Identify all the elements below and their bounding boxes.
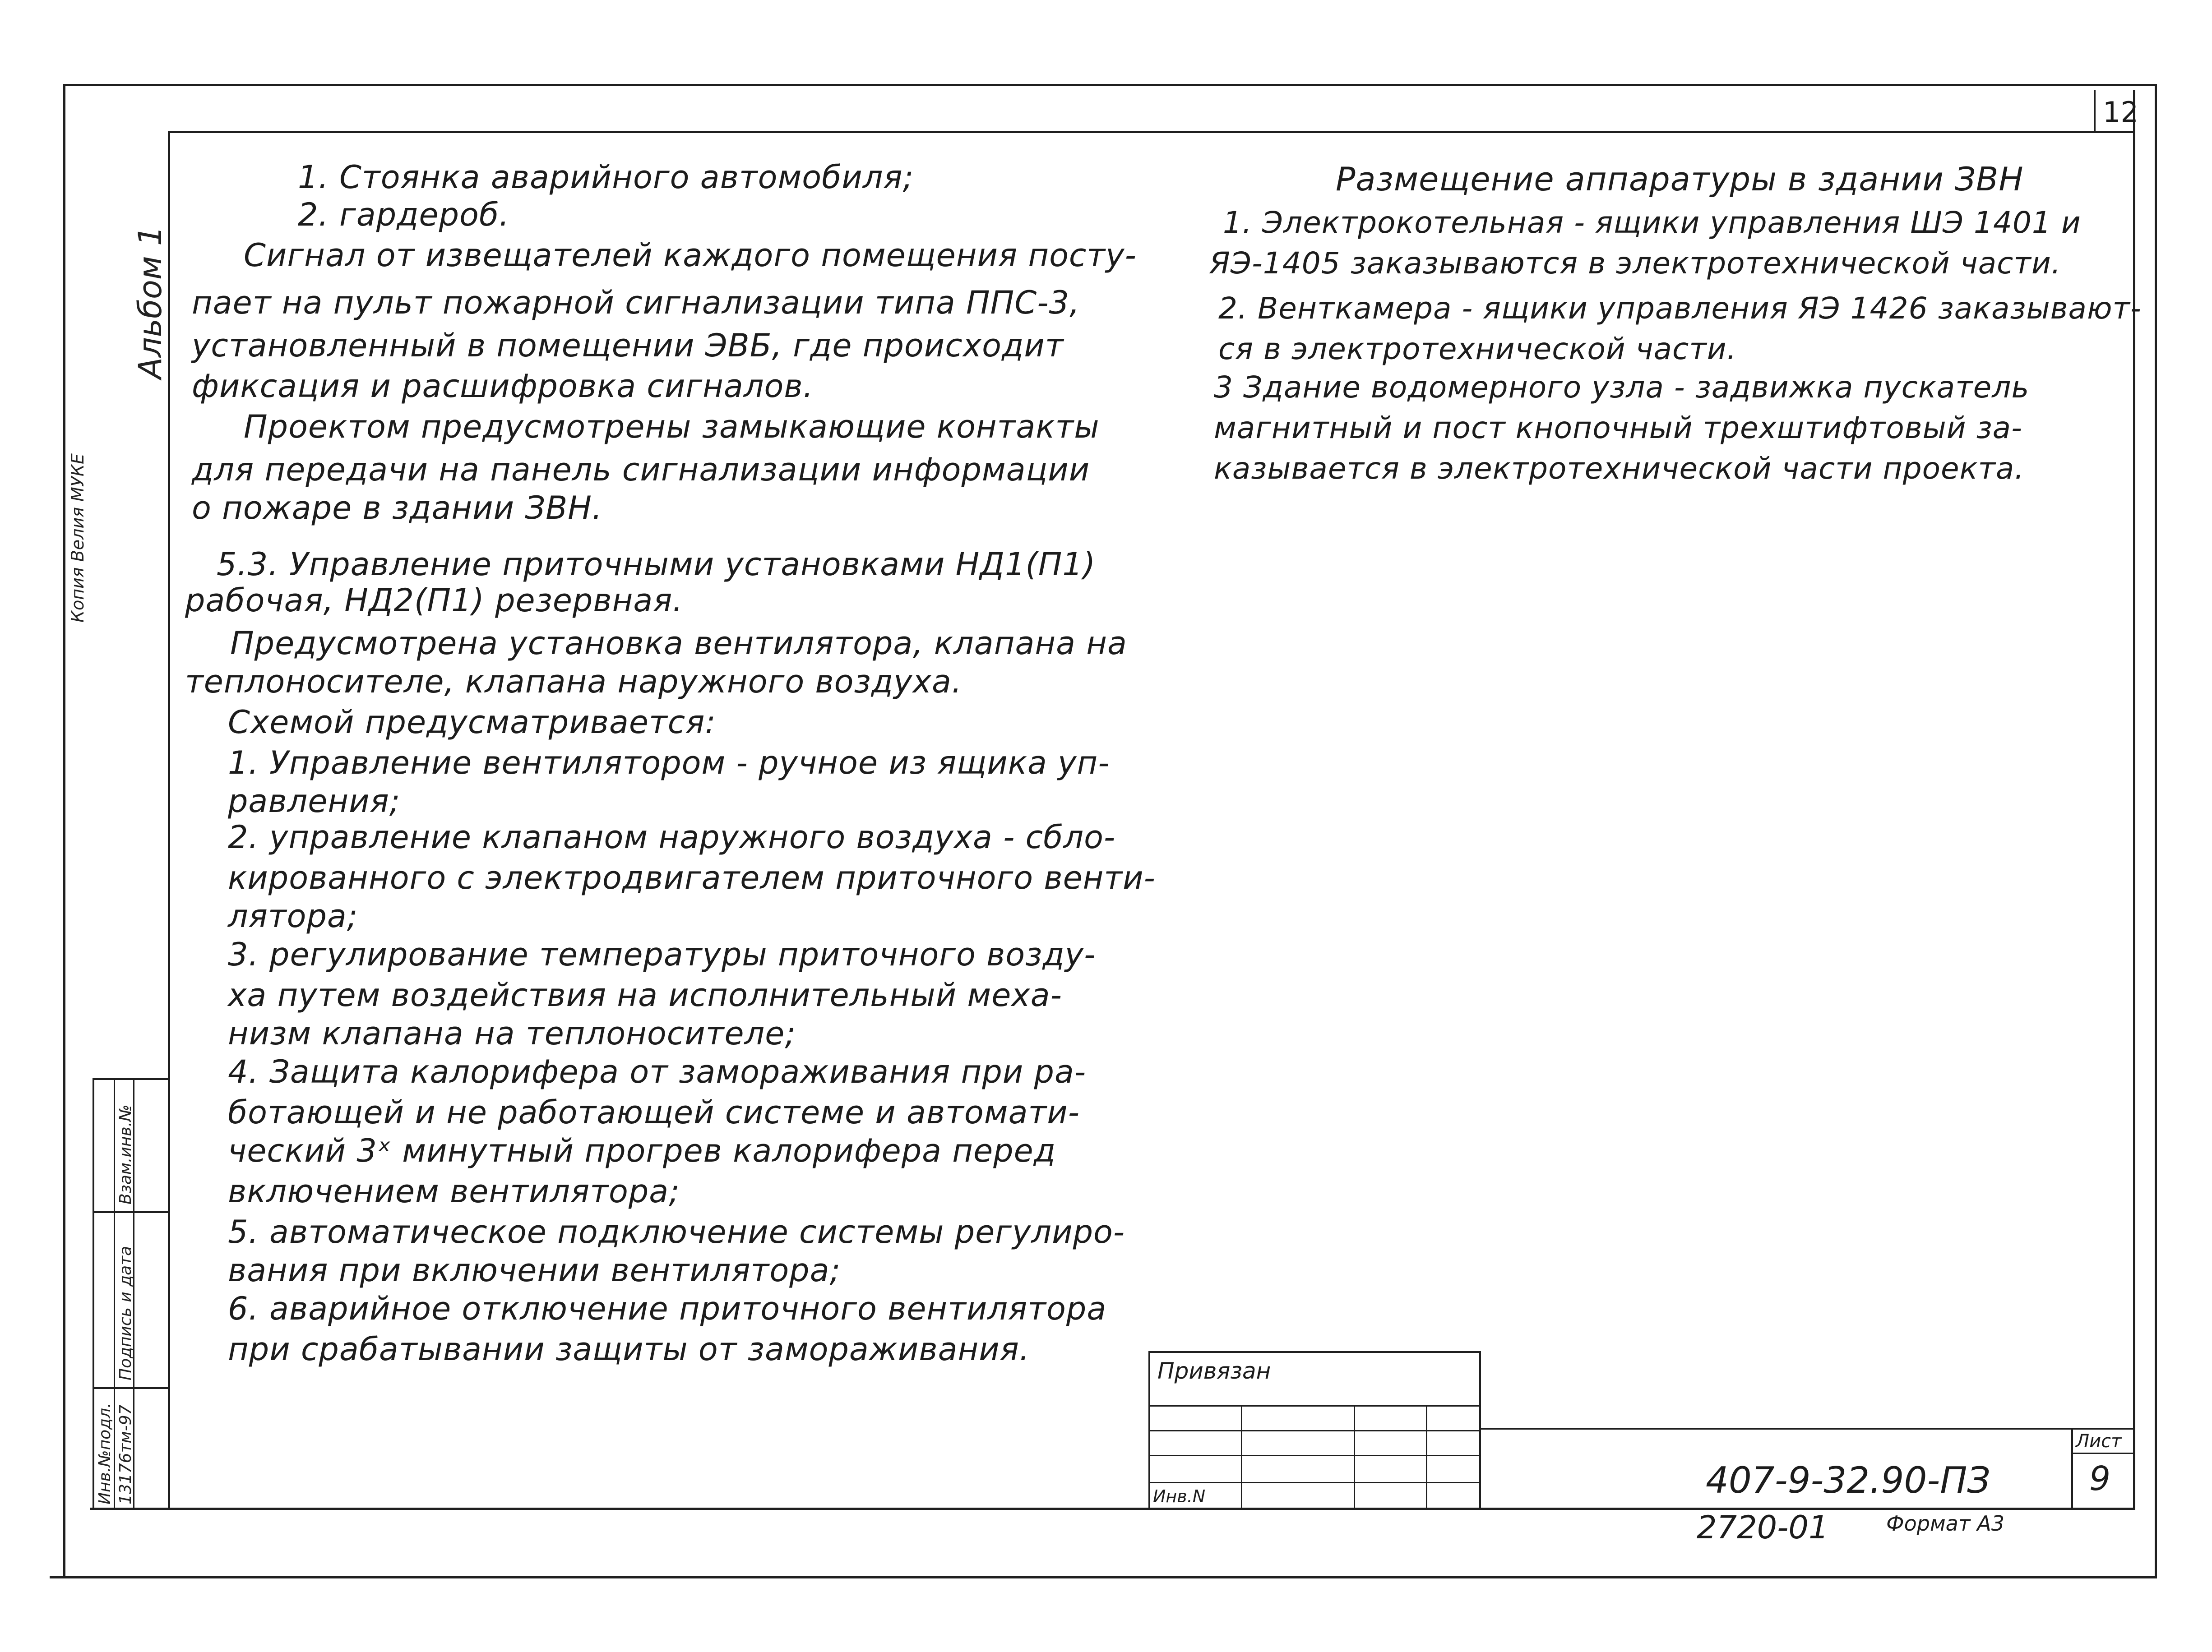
text-line: включением вентилятора; bbox=[228, 1173, 680, 1210]
text-line: фиксация и расшифровка сигналов. bbox=[192, 368, 814, 405]
tb-grid-col-1 bbox=[1241, 1405, 1242, 1509]
text-line: 6. аварийное отключение приточного вентилятора bbox=[228, 1290, 1107, 1327]
tb-strip-top bbox=[1480, 1428, 2134, 1430]
stamp-row-2 bbox=[93, 1211, 169, 1213]
text-line: Сигнал от извещателей каждого помещения посту- bbox=[244, 237, 1137, 274]
stamp-inv-number: 13176тм-97 bbox=[116, 1404, 135, 1504]
text-line: низм клапана на теплоносителе; bbox=[228, 1015, 796, 1052]
text-line: казывается в электротехнической части проекта. bbox=[1214, 451, 2025, 486]
text-line: о пожаре в здании ЗВН. bbox=[192, 489, 603, 526]
outer-frame-bottom bbox=[50, 1576, 2157, 1578]
text-line: лятора; bbox=[228, 898, 358, 935]
text-line: ся в электротехнической части. bbox=[1218, 332, 1737, 366]
stamp-row-3 bbox=[93, 1387, 169, 1389]
text-line: Схемой предусматривается: bbox=[228, 704, 716, 741]
text-line: 3 Здание водомерного узла - задвижка пускатель bbox=[1214, 370, 2030, 405]
text-line: для передачи на панель сигнализации информации bbox=[192, 451, 1090, 488]
text-line: при срабатывании защиты от замораживания. bbox=[228, 1331, 1030, 1368]
text-line: Предусмотрена установка вентилятора, клапана на bbox=[230, 625, 1127, 662]
stamp-inv-orig: Инв.№подл. bbox=[96, 1403, 114, 1504]
text-line: ха путем воздействия на исполнительный меха- bbox=[228, 977, 1062, 1014]
text-line: 3. регулирование температуры приточного возду- bbox=[228, 936, 1096, 973]
text-line: вания при включении вентилятора; bbox=[228, 1252, 841, 1289]
tb-format-label: Формат А3 bbox=[1886, 1511, 2004, 1536]
text-line: 1. Электрокотельная - ящики управления ШЭ 1401 и bbox=[1223, 205, 2081, 240]
inner-frame-top bbox=[168, 131, 2135, 133]
stamp-row-top bbox=[93, 1078, 169, 1080]
tb-bound-label: Привязан bbox=[1157, 1358, 1271, 1384]
text-line: 5.3. Управление приточными установками НД1(П1) bbox=[217, 546, 1096, 583]
album-label: Альбом 1 bbox=[132, 226, 169, 379]
tb-sheet-box-left bbox=[2071, 1428, 2073, 1509]
tb-bind-box-top bbox=[1148, 1351, 1480, 1353]
text-line: кированного с электродвигателем приточного венти- bbox=[228, 859, 1156, 896]
text-line: 1. Стоянка аварийного автомобиля; bbox=[298, 159, 914, 196]
tb-grid-row-4 bbox=[1148, 1482, 1480, 1483]
corner-box-left bbox=[2094, 90, 2096, 133]
outer-frame-left bbox=[63, 84, 65, 1577]
tb-inv-label: Инв.N bbox=[1153, 1486, 1206, 1506]
tb-grid-row-2 bbox=[1148, 1430, 1480, 1431]
stamp-outer-left bbox=[93, 1078, 94, 1509]
outer-frame-right bbox=[2155, 84, 2157, 1577]
outer-frame-top bbox=[63, 84, 2157, 86]
tb-grid-row-3 bbox=[1148, 1455, 1480, 1456]
text-line: 2. Венткамера - ящики управления ЯЭ 1426 заказывают- bbox=[1218, 291, 2142, 326]
stamp-replaces-inv: Взам.инв.№ bbox=[116, 1104, 135, 1204]
copy-label: Копия Велия МУКЕ bbox=[68, 453, 88, 623]
tb-sheet-number: 9 bbox=[2089, 1459, 2111, 1498]
text-line: 1. Управление вентилятором - ручное из ящика уп- bbox=[228, 744, 1110, 781]
tb-sheet-box-divider bbox=[2071, 1453, 2134, 1454]
text-line: 2. гардероб. bbox=[298, 196, 510, 233]
text-line: ЯЭ-1405 заказываются в электротехнической части. bbox=[1209, 246, 2061, 281]
text-line: равления; bbox=[228, 783, 401, 820]
text-line: 4. Защита калорифера от замораживания при ра- bbox=[228, 1053, 1087, 1090]
text-line: Проектом предусмотрены замыкающие контакты bbox=[244, 408, 1100, 445]
tb-grid-col-3 bbox=[1426, 1405, 1427, 1509]
text-line: рабочая, НД2(П1) резервная. bbox=[185, 582, 683, 619]
text-line: 5. автоматическое подключение системы регулиро- bbox=[228, 1214, 1125, 1251]
text-line: ческий 3ˣ минутный прогрев калорифера перед bbox=[228, 1132, 1056, 1169]
text-line: ботающей и не работающей системе и автомати- bbox=[228, 1094, 1080, 1131]
tb-copy-code: 2720-01 bbox=[1697, 1509, 1829, 1546]
section-heading: Размещение аппаратуры в здании ЗВН bbox=[1336, 160, 2024, 198]
text-line: магнитный и пост кнопочный трехштифтовый за- bbox=[1214, 411, 2022, 445]
tb-sheet-label: Лист bbox=[2076, 1431, 2122, 1452]
tb-designation: 407-9-32.90-ПЗ bbox=[1706, 1459, 1990, 1501]
stamp-signature-date: Подпись и дата bbox=[116, 1246, 135, 1380]
text-line: установленный в помещении ЭВБ, где происходит bbox=[192, 327, 1064, 364]
tb-grid-col-2 bbox=[1354, 1405, 1355, 1509]
tb-grid-row-1 bbox=[1148, 1405, 1480, 1407]
text-line: 2. управление клапаном наружного воздуха - сбло- bbox=[228, 819, 1116, 856]
corner-page-number: 12 bbox=[2103, 96, 2138, 129]
text-line: пает на пульт пожарной сигнализации типа ППС-3, bbox=[192, 284, 1080, 321]
text-line: теплоносителе, клапана наружного воздуха. bbox=[185, 663, 963, 700]
